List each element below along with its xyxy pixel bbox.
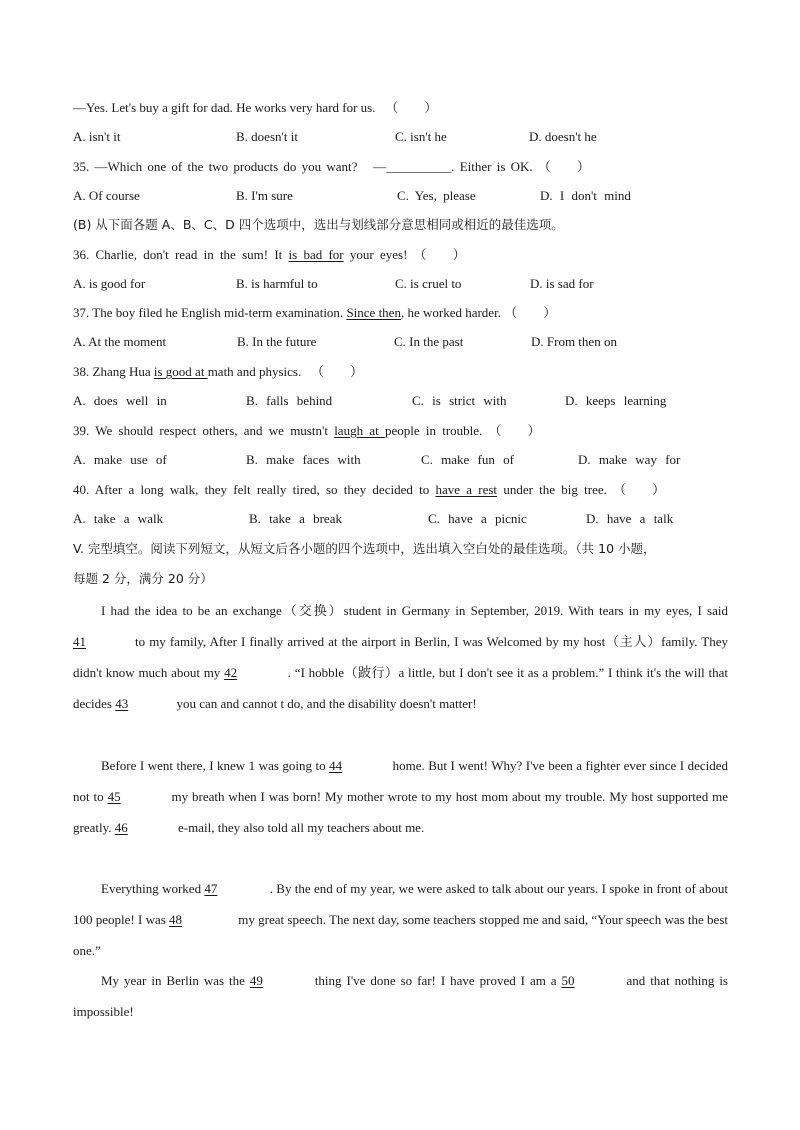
- answer-paren: （ ）: [385, 100, 438, 115]
- q34-option-d: D. doesn't he: [529, 129, 597, 144]
- blank-45[interactable]: 45: [107, 789, 121, 804]
- section-b-heading: (B) 从下面各题 A、B、C、D 四个选项中，选出与划线部分意思相同或相近的最佳选项。: [73, 217, 564, 232]
- section-v-heading-line2: 每题 2 分，满分 20 分）: [73, 571, 213, 586]
- q35-pre: 35. —Which one of the two products do you want? —: [73, 159, 387, 174]
- q35-option-b: B. I'm sure: [236, 188, 293, 203]
- q34-option-b: B. doesn't it: [236, 129, 298, 144]
- blank-42[interactable]: 42: [224, 665, 238, 680]
- answer-paren: （ ）: [310, 364, 363, 379]
- q39-post: people in trouble.: [384, 423, 483, 438]
- p1-text-2: to my family, After I finally arrived at the airport in Berlin, I was Welcomed by my host（主人）family. They didn't know much about my: [73, 634, 728, 680]
- q34-option-a: A. isn't it: [73, 129, 121, 144]
- q39-option-a: A. make use of: [73, 452, 167, 467]
- passage-paragraph-4: [73, 965, 728, 1027]
- q39-pre: 39. We should respect others, and we mustn't: [73, 423, 335, 438]
- section-v-heading-line1: V. 完型填空。阅读下列短文，从短文后各小题的四个选项中，选出填入空白处的最佳选项。（共 10 小题，: [73, 541, 656, 556]
- p2-text-4: e-mail, they also told all my teachers about me.: [174, 820, 425, 835]
- blank-47[interactable]: 47: [204, 881, 218, 896]
- blank-50[interactable]: 50: [561, 973, 575, 988]
- q36-option-b: B. is harmful to: [236, 276, 318, 291]
- q35-option-c: C. Yes, please: [397, 188, 476, 203]
- passage-paragraph-3: [73, 873, 728, 966]
- q38-option-c: C. is strict with: [412, 393, 507, 408]
- q37-option-d: D. From then on: [531, 334, 617, 349]
- q40-underlined-phrase: have a rest: [435, 482, 498, 497]
- q35-blank: __________: [386, 159, 452, 174]
- p3-text-2: . By the end of my year, we were asked to talk about our years. I spoke in front of about 100 people! I was: [73, 881, 728, 927]
- q38-underlined-phrase: is good at: [153, 364, 208, 379]
- q38-option-a: A. does well in: [73, 393, 167, 408]
- q39-option-c: C. make fun of: [421, 452, 514, 467]
- q40-option-d: D. have a talk: [586, 511, 674, 526]
- answer-paren: （ ）: [488, 423, 541, 438]
- q39-stem: [73, 422, 541, 440]
- q37-underlined-phrase: Since then: [346, 305, 401, 320]
- passage-paragraph-2: [73, 750, 728, 843]
- p2-text-2: home. But I went! Why? I've been a fighter ever since I decided not to: [73, 758, 728, 804]
- q39-option-b: B. make faces with: [246, 452, 361, 467]
- q35-option-d: D. I don't mind: [540, 188, 631, 203]
- q40-pre: 40. After a long walk, they felt really tired, so they decided to: [73, 482, 436, 497]
- passage-paragraph-1: [73, 595, 728, 719]
- q39-underlined-phrase: laugh at: [334, 423, 385, 438]
- q35-option-a: A. Of course: [73, 188, 140, 203]
- p2-text-3: my breath when I was born! My mother wrote to my host mom about my trouble. My host supported me greatly.: [73, 789, 728, 835]
- p3-text-3: my great speech. The next day, some teachers stopped me and said, “Your speech was the best one.”: [73, 912, 728, 958]
- blank-49[interactable]: 49: [249, 973, 263, 988]
- q37-option-b: B. In the future: [237, 334, 317, 349]
- q34-stem-text: —Yes. Let's buy a gift for dad. He works very hard for us.: [73, 100, 376, 115]
- q37-option-a: A. At the moment: [73, 334, 167, 349]
- q37-option-c: C. In the past: [394, 334, 464, 349]
- q40-option-c: C. have a picnic: [428, 511, 527, 526]
- q36-underlined-phrase: is bad for: [288, 247, 344, 262]
- q36-stem: [73, 246, 466, 264]
- p4-text-2: thing I've done so far! I have proved I am a: [309, 973, 562, 988]
- answer-paren: （ ）: [504, 305, 557, 320]
- p1-text-3: . “I hobble（跛行）a little, but I don't see it as a problem.” I think it's the will that decides: [73, 665, 728, 711]
- p4-text-3: and that nothing is impossible!: [73, 973, 728, 1019]
- answer-paren: （ ）: [613, 482, 666, 497]
- blank-43[interactable]: 43: [115, 696, 129, 711]
- q40-option-a: A. take a walk: [73, 511, 164, 526]
- q37-stem: [73, 304, 556, 322]
- q37-post: , he worked harder.: [400, 305, 501, 320]
- q38-option-d: D. keeps learning: [565, 393, 667, 408]
- blank-46[interactable]: 46: [114, 820, 128, 835]
- q40-post: under the big tree.: [497, 482, 607, 497]
- p4-text-1: My year in Berlin was the: [101, 973, 250, 988]
- answer-paren: （ ）: [413, 247, 466, 262]
- q38-pre: 38. Zhang Hua: [73, 364, 154, 379]
- q40-stem: [73, 481, 665, 499]
- p3-text-1: Everything worked: [101, 881, 205, 896]
- blank-41[interactable]: 41: [73, 634, 86, 649]
- q35-post: . Either is OK.: [451, 159, 533, 174]
- blank-48[interactable]: 48: [169, 912, 183, 927]
- q40-option-b: B. take a break: [249, 511, 342, 526]
- p1-text-1: I had the idea to be an exchange（交换）student in Germany in September, 2019. With tears in my eyes, I said: [101, 603, 728, 618]
- blank-44[interactable]: 44: [329, 758, 343, 773]
- answer-paren: （ ）: [537, 159, 590, 174]
- q36-post: your eyes!: [343, 247, 408, 262]
- q38-option-b: B. falls behind: [246, 393, 333, 408]
- q38-stem: [73, 363, 363, 381]
- q36-option-d: D. is sad for: [530, 276, 594, 291]
- p2-text-1: Before I went there, I knew 1 was going to: [101, 758, 330, 773]
- q39-option-d: D. make way for: [578, 452, 681, 467]
- q35-stem: [73, 158, 590, 176]
- q36-pre: 36. Charlie, don't read in the sum! It: [73, 247, 289, 262]
- q37-pre: 37. The boy filed he English mid-term examination.: [73, 305, 347, 320]
- q34-stem: [73, 99, 437, 117]
- q38-post: math and physics.: [207, 364, 302, 379]
- q36-option-c: C. is cruel to: [395, 276, 462, 291]
- p1-text-4: you can and cannot t do, and the disability doesn't matter!: [173, 696, 477, 711]
- q36-option-a: A. is good for: [73, 276, 146, 291]
- q34-option-c: C. isn't he: [395, 129, 447, 144]
